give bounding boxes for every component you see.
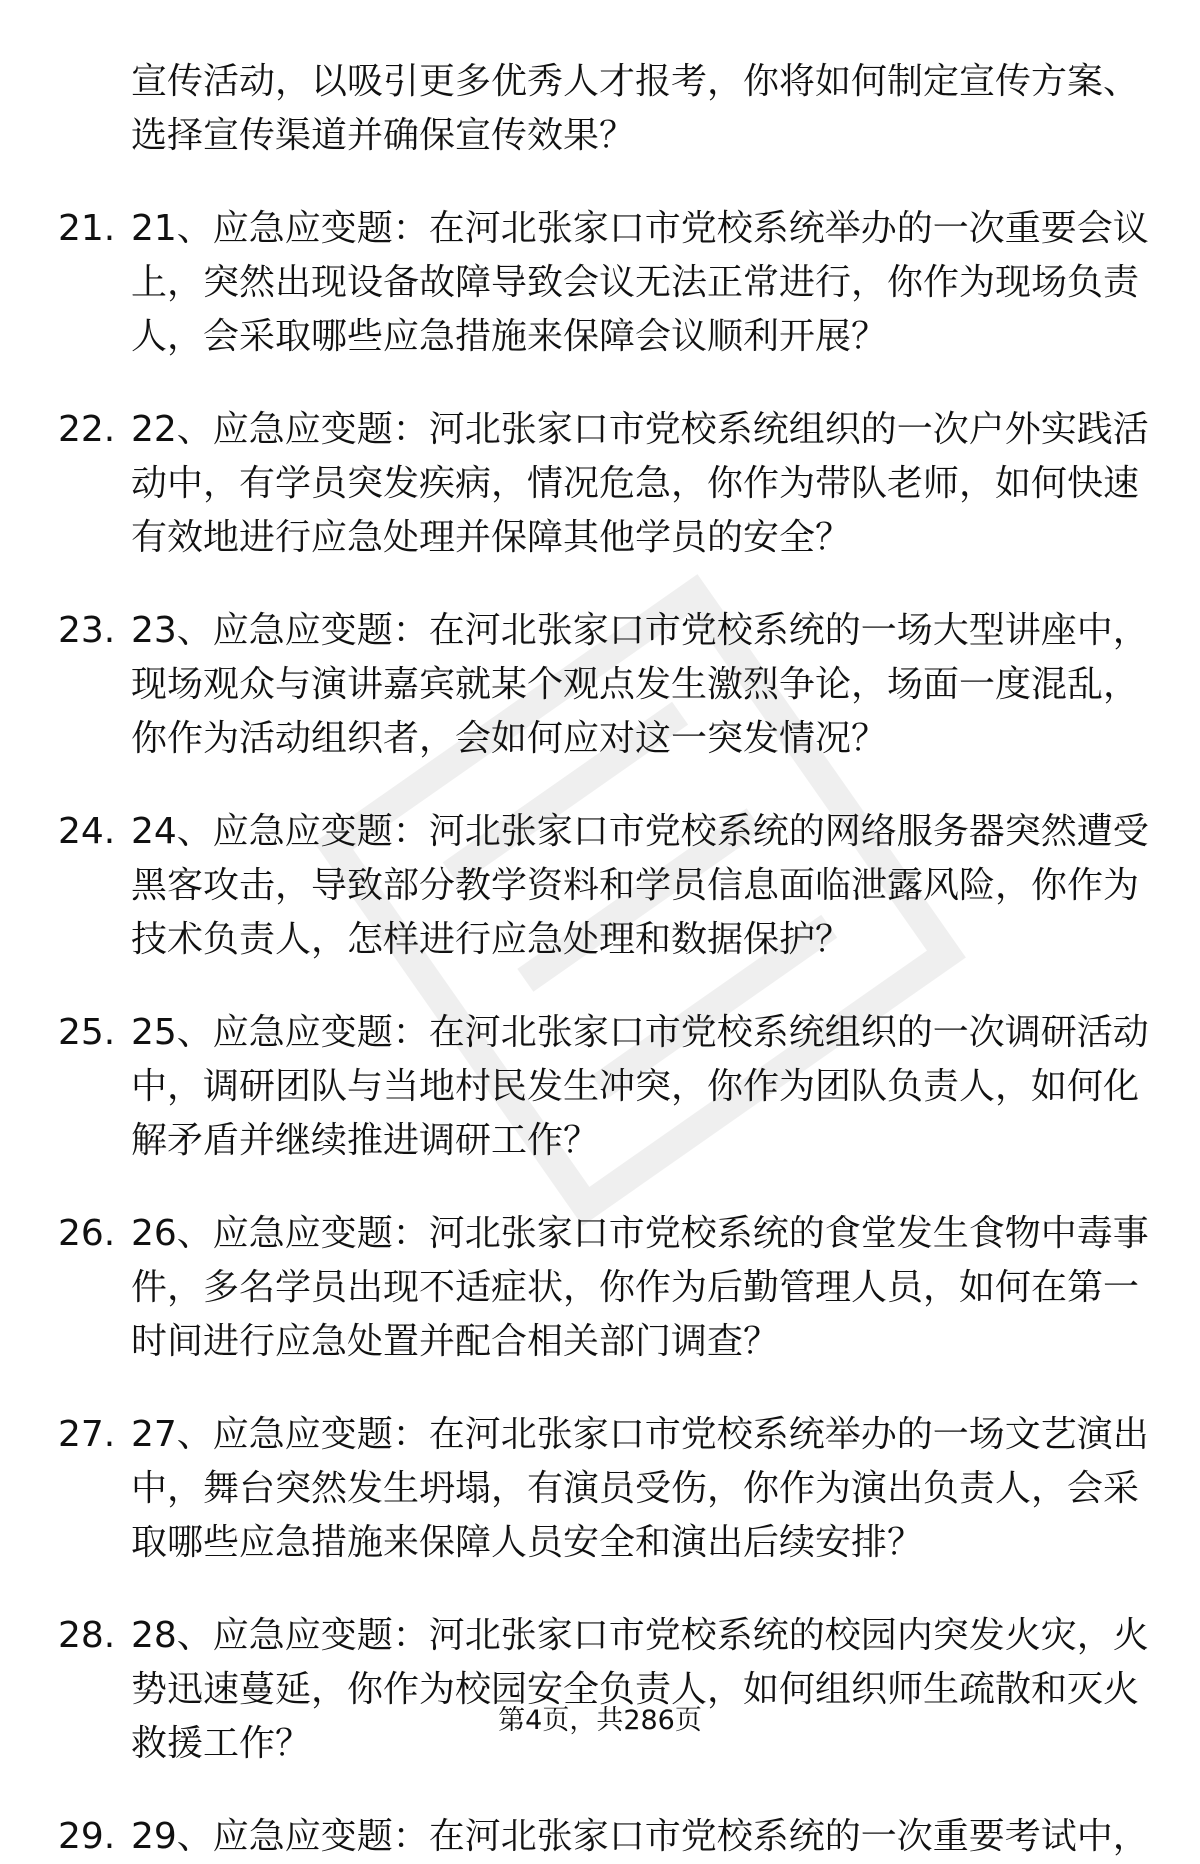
question-item-23 (58, 604, 1160, 766)
question-item-27 (58, 1408, 1160, 1570)
question-line: 25、应急应变题：在河北张家口市党校系统组织的一次调研活动 (131, 1012, 1149, 1053)
list-number: 28. (58, 1615, 116, 1656)
question-text (131, 202, 1160, 364)
question-item-26 (58, 1207, 1160, 1369)
question-line: 上，突然出现设备故障导致会议无法正常进行，你作为现场负责 (131, 262, 1140, 303)
question-line: 黑客攻击，导致部分教学资料和学员信息面临泄露风险，你作为 (131, 865, 1140, 906)
question-item-24 (58, 805, 1160, 967)
question-text (131, 1810, 1160, 1864)
question-line: 取哪些应急措施来保障人员安全和演出后续安排？ (131, 1522, 924, 1563)
question-line: 时间进行应急处置并配合相关部门调查？ (131, 1321, 780, 1362)
question-line: 现场观众与演讲嘉宾就某个观点发生激烈争论，场面一度混乱， (131, 664, 1140, 705)
question-item-22 (58, 403, 1160, 565)
question-line: 有效地进行应急处理并保障其他学员的安全？ (131, 517, 852, 558)
question-line: 中，调研团队与当地村民发生冲突，你作为团队负责人，如何化 (131, 1066, 1140, 1107)
question-line: 23、应急应变题：在河北张家口市党校系统的一场大型讲座中， (131, 610, 1149, 651)
list-number: 25. (58, 1012, 116, 1053)
list-number: 22. (58, 409, 116, 450)
question-item-29 (58, 1810, 1160, 1864)
question-line: 动中，有学员突发疾病，情况危急，你作为带队老师，如何快速 (131, 463, 1140, 504)
question-line: 28、应急应变题：河北张家口市党校系统的校园内突发火灾，火 (131, 1615, 1149, 1656)
question-text (131, 1207, 1160, 1369)
list-number: 21. (58, 208, 116, 249)
question-line: 29、应急应变题：在河北张家口市党校系统的一次重要考试中， (131, 1816, 1149, 1857)
question-line: 救援工作？ (131, 1723, 312, 1764)
continued-line: 选择宣传渠道并确保宣传效果？ (131, 115, 636, 156)
list-number: 29. (58, 1816, 116, 1857)
question-item-28 (58, 1609, 1160, 1771)
question-text (131, 1006, 1160, 1168)
list-number: 24. (58, 811, 116, 852)
question-text (131, 1609, 1160, 1771)
question-line: 你作为活动组织者，会如何应对这一突发情况？ (131, 718, 888, 759)
list-number: 26. (58, 1213, 116, 1254)
question-text (131, 1408, 1160, 1570)
question-text (131, 403, 1160, 565)
question-text (131, 604, 1160, 766)
question-line: 中，舞台突然发生坍塌，有演员受伤，你作为演出负责人，会采 (131, 1468, 1140, 1509)
question-line: 件，多名学员出现不适症状，你作为后勤管理人员，如何在第一 (131, 1267, 1140, 1308)
question-line: 22、应急应变题：河北张家口市党校系统组织的一次户外实践活 (131, 409, 1149, 450)
question-line: 27、应急应变题：在河北张家口市党校系统举办的一场文艺演出 (131, 1414, 1149, 1455)
question-line: 势迅速蔓延，你作为校园安全负责人，如何组织师生疏散和灭火 (131, 1669, 1140, 1710)
question-line: 26、应急应变题：河北张家口市党校系统的食堂发生食物中毒事 (131, 1213, 1149, 1254)
question-line: 技术负责人，怎样进行应急处理和数据保护？ (131, 919, 852, 960)
question-line: 人，会采取哪些应急措施来保障会议顺利开展？ (131, 316, 888, 357)
continued-question-text (131, 55, 1160, 163)
list-number: 23. (58, 610, 116, 651)
question-item-25 (58, 1006, 1160, 1168)
question-line: 21、应急应变题：在河北张家口市党校系统举办的一次重要会议 (131, 208, 1149, 249)
page-footer: 第4页，共286页 (498, 1705, 702, 1736)
continued-line: 宣传活动，以吸引更多优秀人才报考，你将如何制定宣传方案、 (131, 61, 1140, 102)
list-number: 27. (58, 1414, 116, 1455)
question-line: 24、应急应变题：河北张家口市党校系统的网络服务器突然遭受 (131, 811, 1149, 852)
question-item-21 (58, 202, 1160, 364)
question-line: 解矛盾并继续推进调研工作？ (131, 1120, 600, 1161)
question-text (131, 805, 1160, 967)
